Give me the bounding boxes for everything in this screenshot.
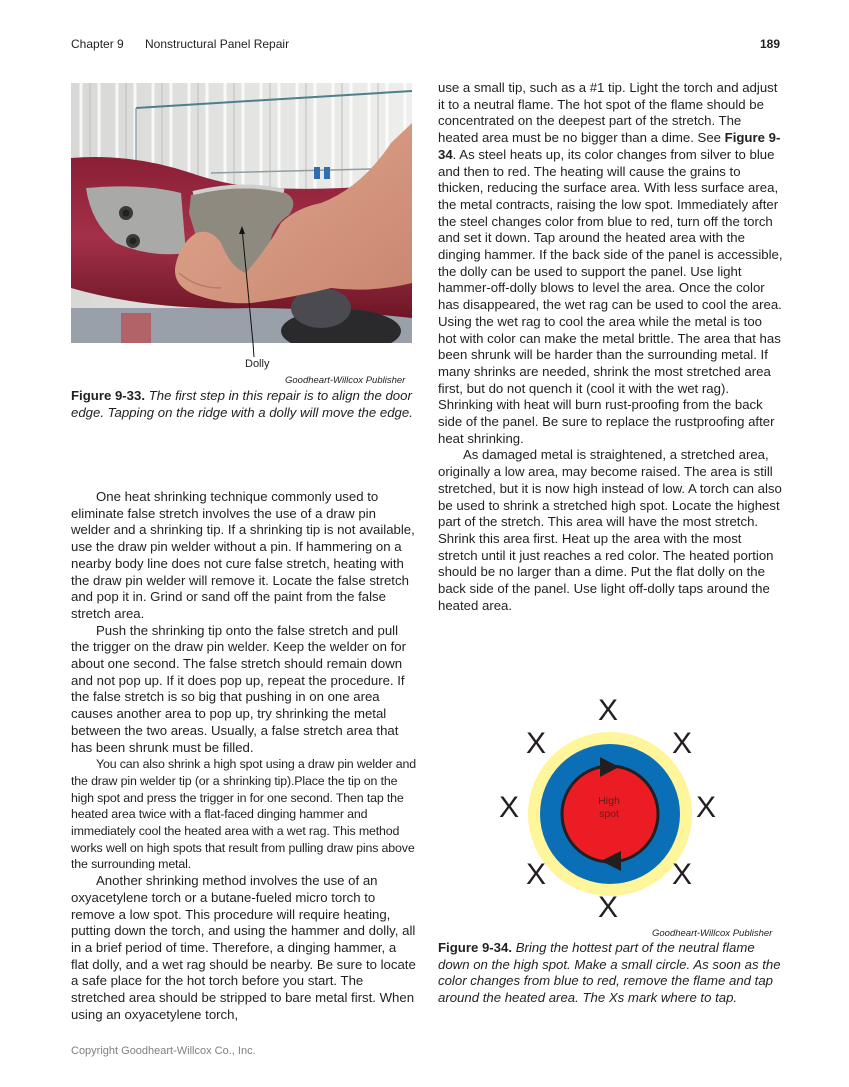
tap-mark-top-right: X: [671, 727, 692, 760]
running-header: [71, 37, 780, 53]
paragraph-text: use a small tip, such as a #1 tip. Light the torch and adjust it to a neutral flame. The hot spot of the flame should be concentrated on the deepest part of the stretch. The heated area must be no bigger than a dime. See: [438, 80, 778, 146]
paragraph-torch-continued: [438, 80, 783, 447]
figure-9-33-label: Figure 9-33.: [71, 388, 146, 403]
figure-9-34-label: Figure 9-34.: [438, 940, 513, 955]
figure-9-34-diagram: [497, 693, 721, 925]
paragraph-stretched-high-spot: As damaged metal is straightened, a stretched area, originally a low area, may become raised. The area is still stretched, but it is now high instead of low. A torch can also be used to shrink a stretched high spot. Locate the highest part of the stretch. This area will have the most stretch. Shrink this area first. Heat up the area with the most stretch until it just reaches a red color. The heated portion should be no larger than a dime. Put the flat dolly on the back side of the panel. Use light off-dolly taps around the heated area.: [438, 447, 782, 613]
tap-mark-right: X: [695, 791, 716, 824]
figure-9-34-credit: Goodheart-Willcox Publisher: [652, 928, 773, 939]
high-spot-label-line2: spot: [599, 808, 619, 820]
tap-mark-bottom-right: X: [671, 858, 692, 891]
tap-mark-top-left: X: [525, 727, 546, 760]
chapter-title: Nonstructural Panel Repair: [145, 37, 290, 51]
paragraph-torch-method: Another shrinking method involves the use of an oxyacetylene torch or a butane-fueled micro torch to remove a low spot. This procedure will require heating, putting down the torch, and using the hammer and dolly, all in a brief period of time. Therefore, a dinging hammer, a flat dolly, and a wet rag should be nearby. Be sure to locate a safe place for the hot torch before you start. The stretched area should be stripped to bare metal first. When using an oxyacetylene torch,: [71, 873, 416, 1022]
figure-9-33-photo: [71, 83, 412, 343]
callout-leader-line: [71, 343, 412, 359]
left-column-body: [71, 489, 416, 1024]
dolly-photo-illustration: [71, 83, 412, 343]
paragraph-false-stretch-technique: One heat shrinking technique commonly used to eliminate false stretch involves the use of a draw pin welder and a shrinking tip. If a shrinking tip is not available, use the draw pin welder without a pin. If hammering on a nearby body line does not cure false stretch, heating with the draw pin welder will remove it. Locate the false stretch and pop it in. Grind or sand off the paint from the false stretch area.: [71, 489, 415, 621]
figure-reference-link[interactable]: Figure 9-34: [438, 130, 781, 162]
figure-9-34-caption-text: Bring the hottest part of the neutral flame down on the high spot. Make a small circle. As soon as the color changes from blue to red, remove the flame and tap around the heated area. The Xs mark where to tap.: [438, 940, 781, 1006]
paragraph-text: . As steel heats up, its color changes from silver to blue and then to red. The heating will cause the grains to thicken, reducing the surface area. With less surface area, the metal contracts, raising the low spot. Immediately after the steel changes color from blue to red, turn off the torch and set it down. Tap around the heated area with the dinging hammer. If the back side of the panel is accessible, the dolly can be used to support the panel. Use light hammer-off-dolly blows to level the area. Once the color has disappeared, the wet rag can be used to cool the area. Using the wet rag to cool the area while the metal is too hot with color can make the metal brittle. The area that has been shrunk will be harder than the surrounding metal. If many shrinks are needed, shrink the most stretched area first, but do not quench it (cool it with the wet rag). Shrinking with heat will burn rust-proofing from the back side of the panel. Be sure to replace the rustproofing after heat shrinking.: [438, 146, 783, 446]
tap-mark-left: X: [498, 791, 519, 824]
page-number: 189: [759, 37, 780, 51]
dolly-callout-label: Dolly: [245, 358, 270, 370]
right-column-body: [438, 80, 783, 615]
tap-mark-bottom-left: X: [525, 858, 546, 891]
tap-mark-top: X: [597, 694, 618, 727]
copyright-footer: Copyright Goodheart-Willcox Co., Inc.: [71, 1045, 256, 1057]
chapter-number: Chapter 9: [71, 37, 124, 51]
tap-mark-bottom: X: [597, 891, 618, 924]
figure-9-34-caption: [438, 940, 783, 1007]
paragraph-shrinking-tip: Push the shrinking tip onto the false stretch and pull the trigger on the draw pin welder. Keep the welder on for about one second. The false stretch should remain down and not pop up. If it does pop up, repeat the procedure. If the false stretch is so big that pushing in on one area causes another area to pop up, try shrinking the metal between the two areas. Usually, a false stretch area that has been shrunk must be filled.: [71, 622, 407, 755]
paragraph-high-spot-draw-pin: You can also shrink a high spot using a draw pin welder and the draw pin welder tip (or a shrinking tip).Place the tip on the high spot and press the trigger in for one second. Then tap the heated area twice with a flat-faced dinging hammer and immediately cool the heated area with a wet rag. This method works well on high spots that result from pulling draw pins above the surrounding metal.: [71, 757, 416, 872]
high-spot-label-line1: High: [598, 795, 620, 807]
figure-9-33-caption: [71, 388, 416, 421]
figure-9-33-caption-text: The first step in this repair is to align the door edge. Tapping on the ridge with a dolly will move the edge.: [71, 388, 413, 420]
figure-9-33-credit: Goodheart-Willcox Publisher: [285, 375, 406, 386]
